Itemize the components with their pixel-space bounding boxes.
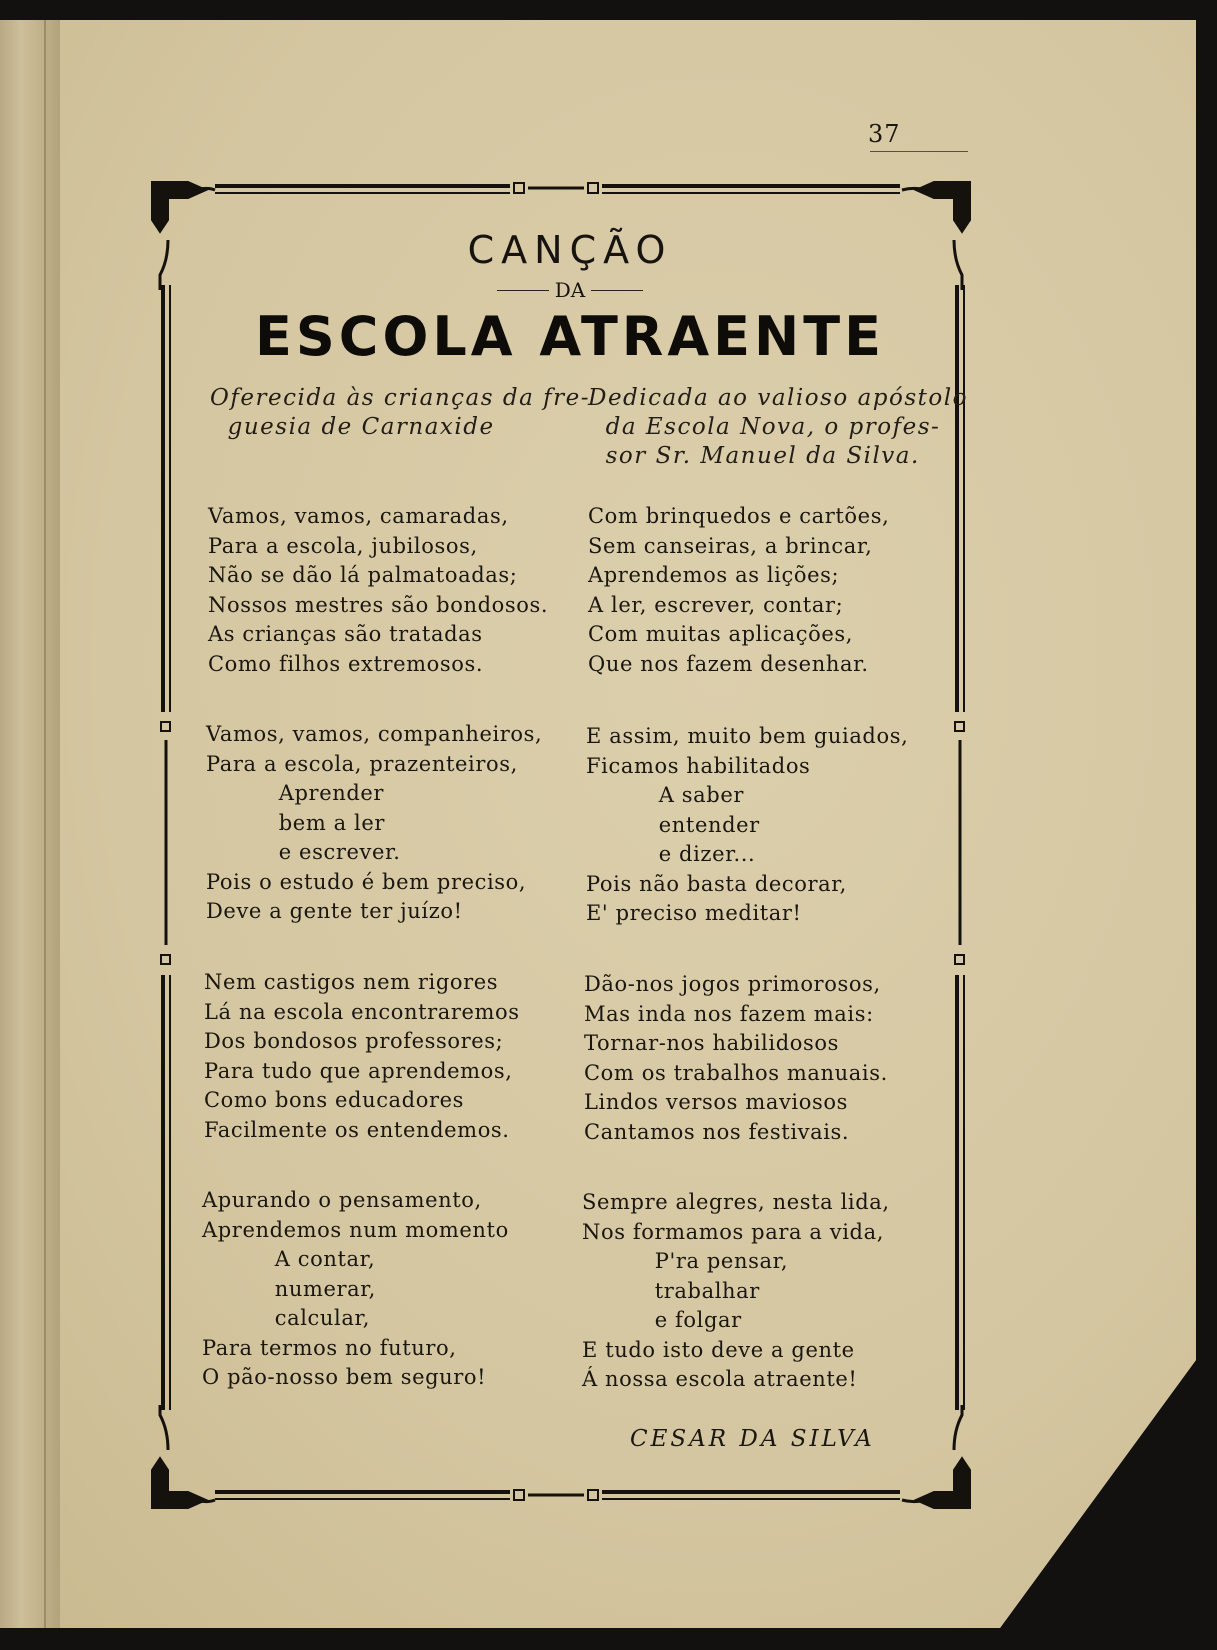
verse-line: e escrever. — [206, 840, 401, 864]
verse-line: Para a escola, prazenteiros, — [206, 751, 518, 776]
verse-line: Com os trabalhos manuais. — [584, 1060, 888, 1085]
corner-ornament-bottom-left — [152, 1405, 215, 1508]
verse-line: Como bons educadores — [204, 1088, 465, 1112]
verse-line: O pão-nosso bem seguro! — [202, 1365, 487, 1389]
verse-line: trabalhar — [582, 1278, 760, 1303]
verse-line: Nossos mestres são bondosos. — [208, 592, 549, 617]
verse-line: Lindos versos maviosos — [584, 1090, 848, 1114]
title-rule-right — [591, 290, 643, 291]
verse-line: Cantamos nos festivais. — [584, 1119, 850, 1144]
verse-line: Á nossa escola atraente! — [582, 1367, 858, 1391]
verse-line: A saber — [586, 783, 744, 807]
title-escola-atraente: ESCOLA ATRAENTE — [255, 305, 885, 368]
verse-line: Aprender — [206, 781, 385, 805]
verse-line: Dão-nos jogos primorosos, — [584, 972, 881, 996]
verse-line: Aprendemos as lições; — [588, 563, 840, 587]
verse-line: Com muitas aplicações, — [588, 622, 854, 646]
verse-line: Sem canseiras, a brincar, — [588, 533, 873, 558]
stanza-right-4 — [582, 1188, 890, 1395]
stanza-left-2 — [206, 720, 542, 927]
verse-line: Sempre alegres, nesta lida, — [582, 1190, 890, 1214]
verse-line: Nem castigos nem rigores — [204, 970, 499, 994]
verse-line: Vamos, vamos, companheiros, — [206, 722, 543, 746]
verse-line: Ficamos habilitados — [586, 753, 811, 778]
verse-line: numerar, — [202, 1276, 376, 1301]
author-signature: CESAR DA SILVA — [630, 1426, 875, 1452]
title-da: DA — [554, 278, 586, 302]
verse-line: Para termos no futuro, — [202, 1335, 457, 1360]
verse-line: Pois o estudo é bem preciso, — [206, 869, 527, 894]
verse-line: Facilmente os entendemos. — [204, 1117, 510, 1142]
verse-line: e folgar — [582, 1308, 742, 1332]
verse-line: A ler, escrever, contar; — [588, 592, 844, 617]
verse-line: Mas inda nos fazem mais: — [584, 1001, 874, 1026]
verse-line: bem a ler — [206, 810, 385, 835]
title-cancao: CANÇÃO — [467, 228, 673, 272]
dedication-right: Dedicada ao valioso apóstolo da Escola Nova, o profes- sor Sr. Manuel da Silva. — [588, 385, 968, 469]
verse-line: A contar, — [202, 1247, 376, 1271]
verse-line: entender — [586, 812, 760, 837]
verse-line: Deve a gente ter juízo! — [206, 899, 463, 923]
verse-line: P'ra pensar, — [582, 1249, 789, 1273]
title-rule-left — [497, 290, 549, 291]
verse-line: Pois não basta decorar, — [586, 871, 847, 896]
verse-line: Para a escola, jubilosos, — [208, 533, 478, 558]
title-da-row — [370, 278, 770, 302]
verse-line: Lá na escola encontraremos — [204, 999, 520, 1024]
stanza-right-2 — [586, 722, 908, 929]
verse-line: e dizer... — [586, 842, 756, 866]
verse-line: Aprendemos num momento — [202, 1217, 509, 1242]
verse-line: Dos bondosos professores; — [204, 1029, 504, 1053]
verse-line: Para tudo que aprendemos, — [204, 1058, 513, 1083]
verse-line: As crianças são tratadas — [208, 622, 483, 646]
verse-line: Não se dão lá palmatoadas; — [208, 563, 518, 587]
verse-line: E assim, muito bem guiados, — [586, 724, 909, 748]
stanza-left-3 — [204, 968, 520, 1145]
stanza-right-1 — [588, 502, 889, 679]
stanza-left-1 — [208, 502, 548, 679]
verse-line: Nos formamos para a vida, — [582, 1219, 884, 1244]
corner-ornament-bottom-right — [902, 1405, 970, 1508]
verse-line: Apurando o pensamento, — [202, 1188, 482, 1212]
stanza-right-3 — [584, 970, 888, 1147]
verse-line: Que nos fazem desenhar. — [588, 651, 869, 676]
verse-line: calcular, — [202, 1306, 371, 1330]
stanza-left-4 — [202, 1186, 509, 1393]
page-number: 37 — [868, 120, 901, 148]
corner-ornament-top-left — [152, 182, 215, 290]
dedication-left: Oferecida às crianças da fre- guesia de Carnaxide — [210, 385, 590, 440]
corner-ornament-top-right — [902, 182, 970, 290]
verse-line: Tornar-nos habilidosos — [584, 1031, 839, 1055]
verse-line: E' preciso meditar! — [586, 901, 802, 925]
verse-line: E tudo isto deve a gente — [582, 1337, 855, 1362]
verse-line: Vamos, vamos, camaradas, — [208, 504, 509, 528]
verse-line: Como filhos extremosos. — [208, 651, 484, 676]
verse-line: Com brinquedos e cartões, — [588, 504, 890, 528]
